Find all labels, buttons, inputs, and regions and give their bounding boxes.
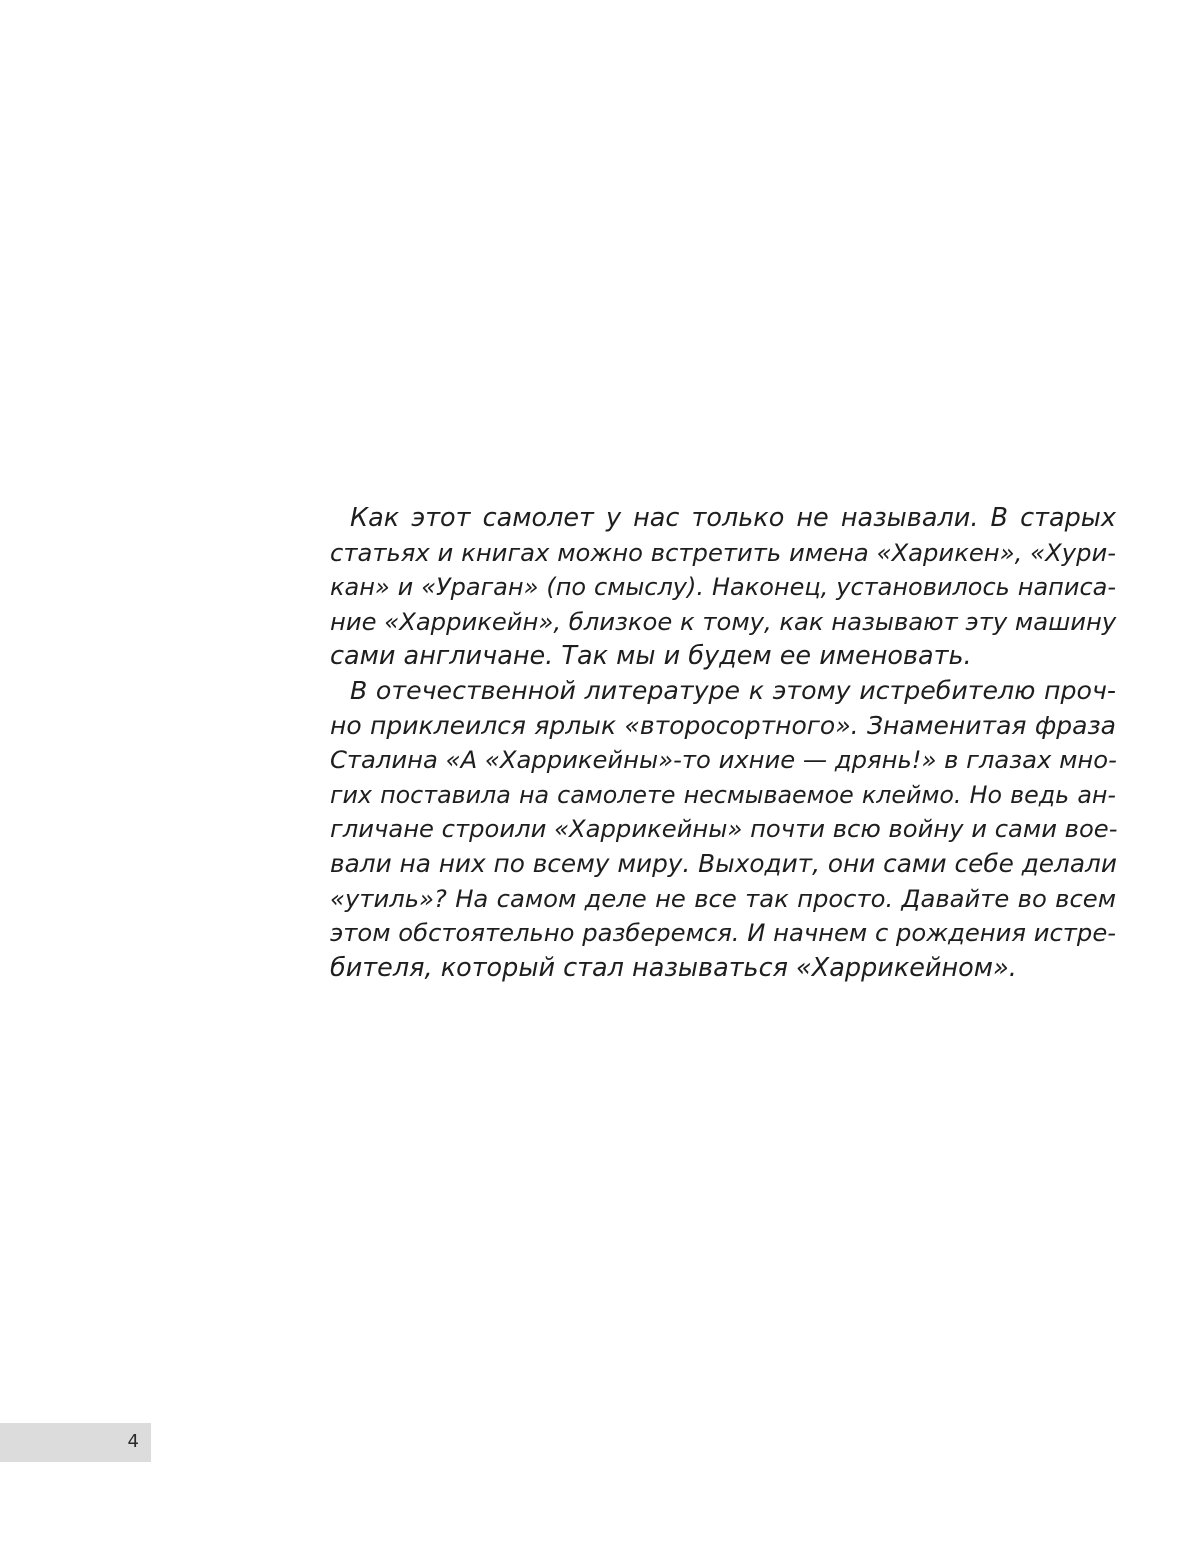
text-line: «утиль»? На самом деле не все так просто. Давайте во всем bbox=[330, 883, 1116, 913]
page-number: 4 bbox=[127, 1431, 139, 1452]
text-line: но приклеился ярлык «второсортного». Знаменитая фраза bbox=[330, 710, 1116, 740]
text-line: гличане строили «Харрикейны» почти всю войну и сами вое- bbox=[330, 814, 1118, 844]
text-line: вали на них по всему миру. Выходит, они сами себе делали bbox=[330, 848, 1117, 878]
text-line: В отечественной литературе к этому истребителю проч- bbox=[350, 675, 1116, 705]
page-number-tab bbox=[0, 1423, 151, 1462]
text-line: Сталина «А «Харрикейны»-то ихние — дрянь!» в глазах мно- bbox=[330, 745, 1117, 775]
text-line: Как этот самолет у нас только не называли. В старых bbox=[350, 503, 1116, 533]
text-line: сами англичане. Так мы и будем ее именовать. bbox=[330, 641, 972, 672]
text-line: ние «Харрикейн», близкое к тому, как называют эту машину bbox=[330, 606, 1117, 636]
text-line: статьях и книгах можно встретить имена «Харикен», «Хури- bbox=[330, 537, 1116, 567]
paragraph-1 bbox=[330, 501, 1116, 674]
text-line: кан» и «Ураган» (по смыслу). Наконец, установилось написа- bbox=[330, 573, 1116, 602]
text-line: бителя, который стал называться «Харрикейном». bbox=[330, 952, 1017, 983]
text-line: этом обстоятельно разберемся. И начнем с рождения истре- bbox=[330, 918, 1116, 948]
paragraph-2 bbox=[330, 674, 1116, 985]
text-line: гих поставила на самолете несмываемое клеймо. Но ведь ан- bbox=[330, 780, 1116, 809]
body-text bbox=[330, 501, 1116, 985]
